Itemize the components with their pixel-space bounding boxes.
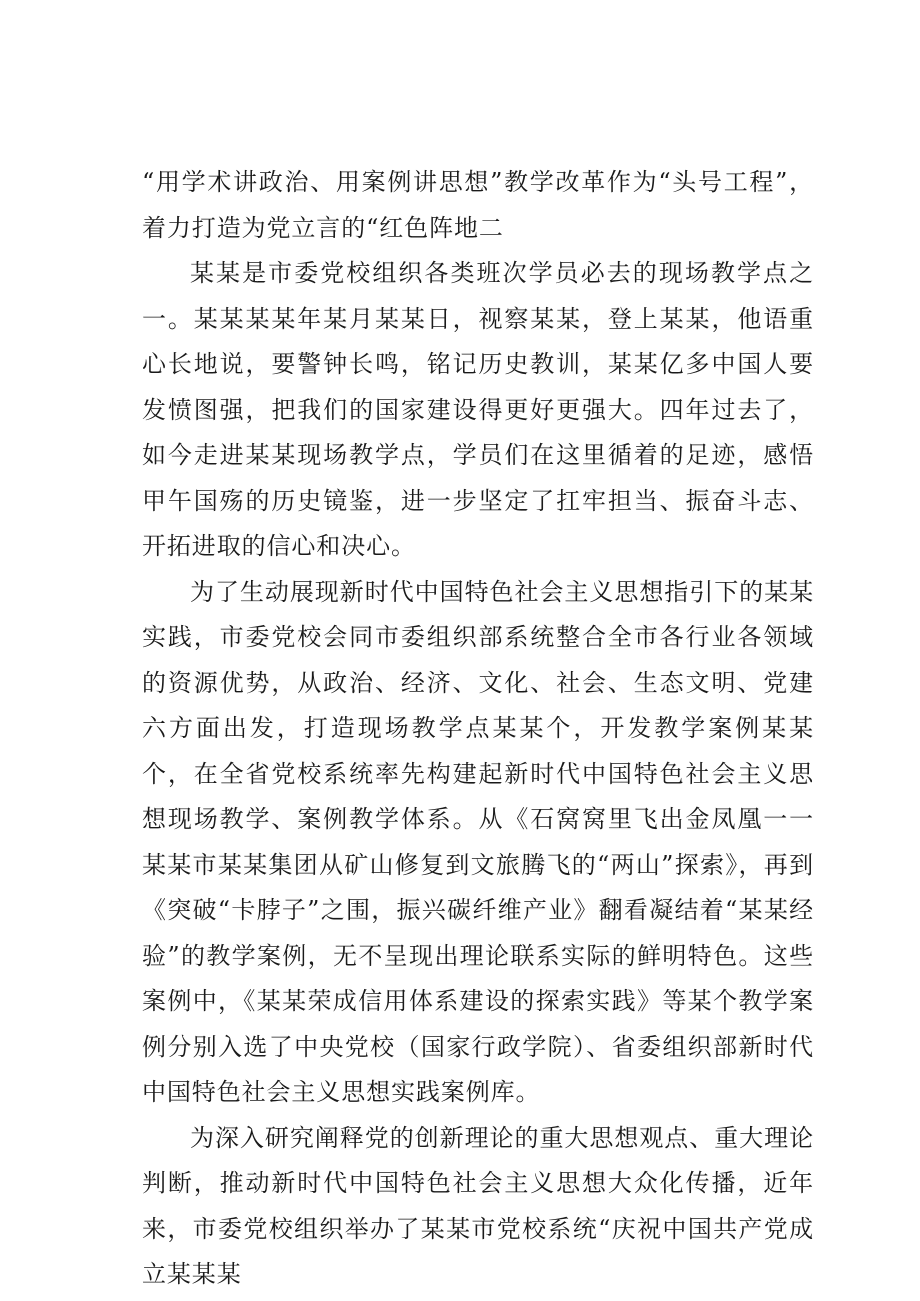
paragraph-3: 为了生动展现新时代中国特色社会主义思想指引下的某某实践，市委党校会同市委组织部系统整合全市各行业各领域的资源优势，从政治、经济、文化、社会、生态文明、党建六方面出发，打造现场教学点某某个，开发教学案例某某个，在全省党校系统率先构建起新时代中国特色社会主义思想现场教学、案例教学体系。从《石窝窝里飞出金凤凰一一某某市某某集团从矿山修复到文旅腾飞的“两山”探索》，再到《突破“卡脖子”之围，振兴碳纤维产业》翻看凝结着“某某经验”的教学案例，无不呈现出理论联系实际的鲜明特色。这些案例中，《某某荣成信用体系建设的探索实践》等某个教学案例分别入选了中央党校（国家行政学院）、省委组织部新时代中国特色社会主义思想实践案例库。: [142, 577, 814, 1106]
body-text: [142, 160, 814, 1298]
paragraph-1: “用学术讲政治、用案例讲思想”教学改革作为“头号工程”，着力打造为党立言的“红色阵地二: [142, 168, 814, 242]
paragraph-2: 某某是市委党校组织各类班次学员必去的现场教学点之一。某某某某年某月某某日，视察某某，登上某某，他语重心长地说，要警钟长鸣，铭记历史教训，某某亿多中国人要发愤图强，把我们的国家建设得更好更强大。四年过去了，如今走进某某现场教学点，学员们在这里循着的足迹，感悟甲午国殇的历史镜鉴，进一步坚定了扛牢担当、振奋斗志、开拓进取的信心和决心。: [142, 259, 814, 560]
paragraph-4: 为深入研究阐释党的创新理论的重大思想观点、重大理论判断，推动新时代中国特色社会主义思想大众化传播，近年来，市委党校组织举办了某某市党校系统“庆祝中国共产党成立某某某: [142, 1123, 814, 1288]
